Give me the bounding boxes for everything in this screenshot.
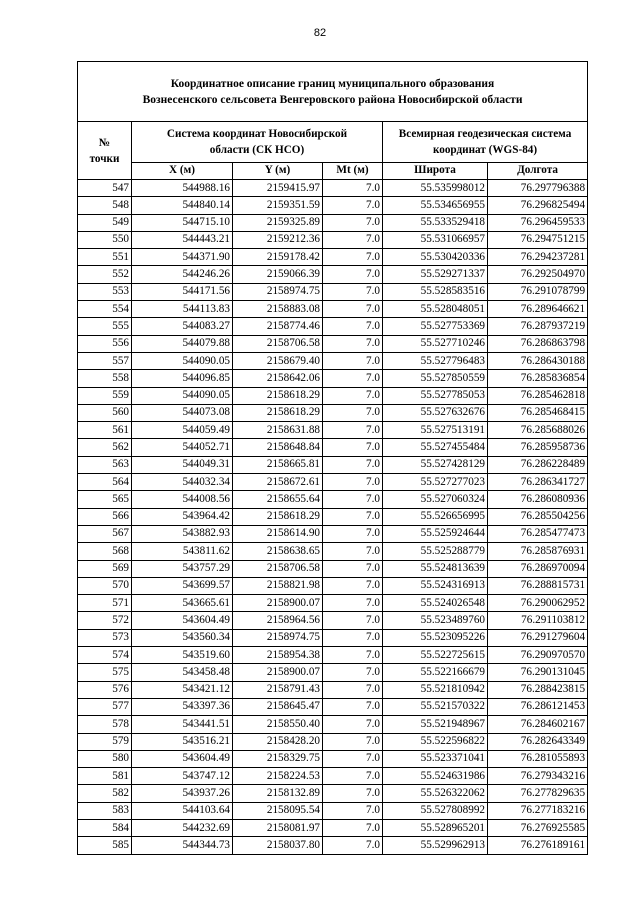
wgs-system-line-1: Всемирная геодезическая система bbox=[398, 128, 572, 140]
longitude-cell: 76.285462818 bbox=[488, 387, 588, 404]
table-row bbox=[78, 214, 588, 231]
latitude-cell: 55.521810942 bbox=[383, 681, 488, 698]
x-cell: 544052.71 bbox=[132, 439, 233, 456]
x-cell: 544090.05 bbox=[132, 352, 233, 369]
longitude-cell: 76.277829635 bbox=[488, 785, 588, 802]
table-row bbox=[78, 802, 588, 819]
mt-cell: 7.0 bbox=[323, 525, 383, 542]
latitude-cell: 55.523489760 bbox=[383, 612, 488, 629]
latitude-cell: 55.522725615 bbox=[383, 647, 488, 664]
longitude-cell: 76.286430188 bbox=[488, 352, 588, 369]
x-cell: 544096.85 bbox=[132, 370, 233, 387]
table-row bbox=[78, 439, 588, 456]
latitude-cell: 55.527808992 bbox=[383, 802, 488, 819]
point-number-cell: 547 bbox=[78, 180, 132, 197]
y-cell: 2158954.38 bbox=[233, 647, 323, 664]
longitude-cell: 76.276925585 bbox=[488, 819, 588, 836]
y-cell: 2158095.54 bbox=[233, 802, 323, 819]
y-cell: 2158614.90 bbox=[233, 525, 323, 542]
point-number-cell: 565 bbox=[78, 491, 132, 508]
longitude-cell: 76.288815731 bbox=[488, 577, 588, 594]
latitude-cell: 55.526656995 bbox=[383, 508, 488, 525]
mt-cell: 7.0 bbox=[323, 370, 383, 387]
point-number-cell: 570 bbox=[78, 577, 132, 594]
longitude-cell: 76.285477473 bbox=[488, 525, 588, 542]
longitude-cell: 76.291078799 bbox=[488, 283, 588, 300]
longitude-cell: 76.279343216 bbox=[488, 768, 588, 785]
y-cell: 2158648.84 bbox=[233, 439, 323, 456]
table-row bbox=[78, 387, 588, 404]
table-row bbox=[78, 629, 588, 646]
point-number-cell: 556 bbox=[78, 335, 132, 352]
y-cell: 2158774.46 bbox=[233, 318, 323, 335]
x-cell: 543811.62 bbox=[132, 543, 233, 560]
y-cell: 2158974.75 bbox=[233, 629, 323, 646]
latitude-cell: 55.527850559 bbox=[383, 370, 488, 387]
latitude-column-header: Широта bbox=[383, 163, 488, 180]
point-number-cell: 553 bbox=[78, 283, 132, 300]
point-number-cell: 572 bbox=[78, 612, 132, 629]
longitude-cell: 76.296825494 bbox=[488, 197, 588, 214]
nso-system-line-2: области (СК НСО) bbox=[209, 144, 305, 156]
x-cell: 543560.34 bbox=[132, 629, 233, 646]
table-row bbox=[78, 318, 588, 335]
table-row bbox=[78, 283, 588, 300]
longitude-cell: 76.291103812 bbox=[488, 612, 588, 629]
point-number-cell: 571 bbox=[78, 595, 132, 612]
y-cell: 2158900.07 bbox=[233, 595, 323, 612]
latitude-cell: 55.527785053 bbox=[383, 387, 488, 404]
y-cell: 2159178.42 bbox=[233, 249, 323, 266]
point-number-cell: 566 bbox=[78, 508, 132, 525]
mt-cell: 7.0 bbox=[323, 733, 383, 750]
point-number-cell: 567 bbox=[78, 525, 132, 542]
table-row bbox=[78, 785, 588, 802]
mt-cell: 7.0 bbox=[323, 422, 383, 439]
x-cell: 544840.14 bbox=[132, 197, 233, 214]
x-cell: 543516.21 bbox=[132, 733, 233, 750]
table-row bbox=[78, 612, 588, 629]
table-row bbox=[78, 474, 588, 491]
point-number-cell: 568 bbox=[78, 543, 132, 560]
x-cell: 543441.51 bbox=[132, 716, 233, 733]
latitude-cell: 55.527060324 bbox=[383, 491, 488, 508]
y-cell: 2158706.58 bbox=[233, 335, 323, 352]
table-row bbox=[78, 837, 588, 854]
point-number-cell: 559 bbox=[78, 387, 132, 404]
y-cell: 2158037.80 bbox=[233, 837, 323, 854]
y-cell: 2158974.75 bbox=[233, 283, 323, 300]
point-number-cell: 561 bbox=[78, 422, 132, 439]
y-cell: 2158964.56 bbox=[233, 612, 323, 629]
latitude-cell: 55.524316913 bbox=[383, 577, 488, 594]
point-number-header bbox=[78, 122, 132, 180]
x-cell: 544103.64 bbox=[132, 802, 233, 819]
mt-cell: 7.0 bbox=[323, 595, 383, 612]
x-cell: 544443.21 bbox=[132, 231, 233, 248]
y-cell: 2159415.97 bbox=[233, 180, 323, 197]
nso-system-header bbox=[132, 122, 383, 163]
longitude-cell: 76.297796388 bbox=[488, 180, 588, 197]
point-number-cell: 550 bbox=[78, 231, 132, 248]
x-cell: 543397.36 bbox=[132, 698, 233, 715]
table-row bbox=[78, 560, 588, 577]
latitude-cell: 55.530420336 bbox=[383, 249, 488, 266]
latitude-cell: 55.527513191 bbox=[383, 422, 488, 439]
x-cell: 543937.26 bbox=[132, 785, 233, 802]
longitude-cell: 76.285504256 bbox=[488, 508, 588, 525]
x-cell: 544049.31 bbox=[132, 456, 233, 473]
y-cell: 2158224.53 bbox=[233, 768, 323, 785]
latitude-cell: 55.527632676 bbox=[383, 404, 488, 421]
mt-cell: 7.0 bbox=[323, 197, 383, 214]
longitude-cell: 76.289646621 bbox=[488, 301, 588, 318]
mt-cell: 7.0 bbox=[323, 180, 383, 197]
table-row bbox=[78, 370, 588, 387]
table-row bbox=[78, 335, 588, 352]
y-cell: 2158821.98 bbox=[233, 577, 323, 594]
x-column-header: X (м) bbox=[132, 163, 233, 180]
table-row bbox=[78, 698, 588, 715]
table-row bbox=[78, 197, 588, 214]
y-cell: 2158428.20 bbox=[233, 733, 323, 750]
latitude-cell: 55.531066957 bbox=[383, 231, 488, 248]
longitude-cell: 76.276189161 bbox=[488, 837, 588, 854]
point-number-cell: 576 bbox=[78, 681, 132, 698]
latitude-cell: 55.524813639 bbox=[383, 560, 488, 577]
y-cell: 2158638.65 bbox=[233, 543, 323, 560]
y-cell: 2158618.29 bbox=[233, 404, 323, 421]
point-number-cell: 560 bbox=[78, 404, 132, 421]
mt-cell: 7.0 bbox=[323, 301, 383, 318]
point-number-cell: 564 bbox=[78, 474, 132, 491]
point-number-cell: 554 bbox=[78, 301, 132, 318]
y-cell: 2158706.58 bbox=[233, 560, 323, 577]
mt-cell: 7.0 bbox=[323, 404, 383, 421]
point-number-cell: 578 bbox=[78, 716, 132, 733]
x-cell: 543604.49 bbox=[132, 612, 233, 629]
latitude-cell: 55.529962913 bbox=[383, 837, 488, 854]
x-cell: 544008.56 bbox=[132, 491, 233, 508]
longitude-cell: 76.285468415 bbox=[488, 404, 588, 421]
x-cell: 543747.12 bbox=[132, 768, 233, 785]
latitude-cell: 55.528048051 bbox=[383, 301, 488, 318]
x-cell: 543519.60 bbox=[132, 647, 233, 664]
table-row bbox=[78, 249, 588, 266]
wgs-system-line-2: координат (WGS-84) bbox=[432, 144, 538, 156]
longitude-cell: 76.294751215 bbox=[488, 231, 588, 248]
mt-cell: 7.0 bbox=[323, 612, 383, 629]
longitude-column-header: Долгота bbox=[488, 163, 588, 180]
longitude-cell: 76.286121453 bbox=[488, 698, 588, 715]
latitude-cell: 55.533529418 bbox=[383, 214, 488, 231]
table-row bbox=[78, 595, 588, 612]
table-row bbox=[78, 543, 588, 560]
x-cell: 543699.57 bbox=[132, 577, 233, 594]
table-row bbox=[78, 577, 588, 594]
wgs-system-header bbox=[383, 122, 588, 163]
point-number-word: точки bbox=[89, 152, 120, 165]
mt-cell: 7.0 bbox=[323, 768, 383, 785]
longitude-cell: 76.290062952 bbox=[488, 595, 588, 612]
x-cell: 544232.69 bbox=[132, 819, 233, 836]
latitude-cell: 55.521570322 bbox=[383, 698, 488, 715]
point-number-cell: 575 bbox=[78, 664, 132, 681]
point-number-cell: 579 bbox=[78, 733, 132, 750]
point-number-cell: 562 bbox=[78, 439, 132, 456]
y-cell: 2159066.39 bbox=[233, 266, 323, 283]
table-row bbox=[78, 647, 588, 664]
mt-cell: 7.0 bbox=[323, 318, 383, 335]
point-number-cell: 558 bbox=[78, 370, 132, 387]
x-cell: 544371.90 bbox=[132, 249, 233, 266]
y-cell: 2158791.43 bbox=[233, 681, 323, 698]
table-row bbox=[78, 456, 588, 473]
mt-column-header: Mt (м) bbox=[323, 163, 383, 180]
x-cell: 544073.08 bbox=[132, 404, 233, 421]
longitude-cell: 76.286228489 bbox=[488, 456, 588, 473]
latitude-cell: 55.523095226 bbox=[383, 629, 488, 646]
mt-cell: 7.0 bbox=[323, 335, 383, 352]
mt-cell: 7.0 bbox=[323, 474, 383, 491]
point-number-cell: 557 bbox=[78, 352, 132, 369]
y-cell: 2158679.40 bbox=[233, 352, 323, 369]
longitude-cell: 76.288423815 bbox=[488, 681, 588, 698]
latitude-cell: 55.527455484 bbox=[383, 439, 488, 456]
page-number: 82 bbox=[313, 27, 327, 39]
longitude-cell: 76.294237281 bbox=[488, 249, 588, 266]
longitude-cell: 76.292504970 bbox=[488, 266, 588, 283]
point-number-cell: 581 bbox=[78, 768, 132, 785]
point-number-cell: 549 bbox=[78, 214, 132, 231]
y-cell: 2158900.07 bbox=[233, 664, 323, 681]
point-number-cell: 563 bbox=[78, 456, 132, 473]
point-number-cell: 555 bbox=[78, 318, 132, 335]
x-cell: 544344.73 bbox=[132, 837, 233, 854]
longitude-cell: 76.286970094 bbox=[488, 560, 588, 577]
point-number-cell: 551 bbox=[78, 249, 132, 266]
mt-cell: 7.0 bbox=[323, 785, 383, 802]
point-number-cell: 548 bbox=[78, 197, 132, 214]
mt-cell: 7.0 bbox=[323, 352, 383, 369]
longitude-cell: 76.285958736 bbox=[488, 439, 588, 456]
nso-system-line-1: Система координат Новосибирской bbox=[166, 128, 348, 140]
mt-cell: 7.0 bbox=[323, 249, 383, 266]
y-cell: 2158642.06 bbox=[233, 370, 323, 387]
latitude-cell: 55.528583516 bbox=[383, 283, 488, 300]
x-cell: 543421.12 bbox=[132, 681, 233, 698]
y-cell: 2158618.29 bbox=[233, 387, 323, 404]
table-row bbox=[78, 508, 588, 525]
table-row bbox=[78, 180, 588, 197]
y-cell: 2158655.64 bbox=[233, 491, 323, 508]
latitude-cell: 55.527796483 bbox=[383, 352, 488, 369]
mt-cell: 7.0 bbox=[323, 456, 383, 473]
mt-cell: 7.0 bbox=[323, 802, 383, 819]
x-cell: 544988.16 bbox=[132, 180, 233, 197]
longitude-cell: 76.282643349 bbox=[488, 733, 588, 750]
mt-cell: 7.0 bbox=[323, 577, 383, 594]
y-cell: 2158132.89 bbox=[233, 785, 323, 802]
x-cell: 544090.05 bbox=[132, 387, 233, 404]
longitude-cell: 76.277183216 bbox=[488, 802, 588, 819]
x-cell: 543604.49 bbox=[132, 750, 233, 767]
longitude-cell: 76.284602167 bbox=[488, 716, 588, 733]
y-cell: 2158883.08 bbox=[233, 301, 323, 318]
table-title-line-2: Вознесенского сельсовета Венгеровского района Новосибирской области bbox=[142, 93, 523, 106]
longitude-cell: 76.286863798 bbox=[488, 335, 588, 352]
y-cell: 2158618.29 bbox=[233, 508, 323, 525]
longitude-cell: 76.286341727 bbox=[488, 474, 588, 491]
point-number-cell: 574 bbox=[78, 647, 132, 664]
x-cell: 543665.61 bbox=[132, 595, 233, 612]
longitude-cell: 76.285688026 bbox=[488, 422, 588, 439]
mt-cell: 7.0 bbox=[323, 560, 383, 577]
table-row bbox=[78, 404, 588, 421]
x-cell: 544171.56 bbox=[132, 283, 233, 300]
latitude-cell: 55.525288779 bbox=[383, 543, 488, 560]
mt-cell: 7.0 bbox=[323, 750, 383, 767]
table-row bbox=[78, 716, 588, 733]
point-number-symbol: № bbox=[98, 136, 111, 149]
mt-cell: 7.0 bbox=[323, 837, 383, 854]
mt-cell: 7.0 bbox=[323, 231, 383, 248]
mt-cell: 7.0 bbox=[323, 681, 383, 698]
y-cell: 2159212.36 bbox=[233, 231, 323, 248]
x-cell: 544079.88 bbox=[132, 335, 233, 352]
y-cell: 2158665.81 bbox=[233, 456, 323, 473]
table-row bbox=[78, 525, 588, 542]
x-cell: 543757.29 bbox=[132, 560, 233, 577]
table-row bbox=[78, 422, 588, 439]
longitude-cell: 76.296459533 bbox=[488, 214, 588, 231]
table-row bbox=[78, 681, 588, 698]
y-cell: 2158329.75 bbox=[233, 750, 323, 767]
latitude-cell: 55.524631986 bbox=[383, 768, 488, 785]
table-row bbox=[78, 352, 588, 369]
mt-cell: 7.0 bbox=[323, 214, 383, 231]
table-title bbox=[78, 62, 588, 122]
longitude-cell: 76.285836854 bbox=[488, 370, 588, 387]
latitude-cell: 55.523371041 bbox=[383, 750, 488, 767]
x-cell: 544715.10 bbox=[132, 214, 233, 231]
point-number-cell: 583 bbox=[78, 802, 132, 819]
point-number-cell: 580 bbox=[78, 750, 132, 767]
point-number-cell: 569 bbox=[78, 560, 132, 577]
point-number-cell: 577 bbox=[78, 698, 132, 715]
y-column-header: Y (м) bbox=[233, 163, 323, 180]
longitude-cell: 76.285876931 bbox=[488, 543, 588, 560]
coordinates-table bbox=[77, 61, 588, 855]
mt-cell: 7.0 bbox=[323, 266, 383, 283]
table-row bbox=[78, 491, 588, 508]
mt-cell: 7.0 bbox=[323, 283, 383, 300]
mt-cell: 7.0 bbox=[323, 508, 383, 525]
mt-cell: 7.0 bbox=[323, 647, 383, 664]
longitude-cell: 76.291279604 bbox=[488, 629, 588, 646]
mt-cell: 7.0 bbox=[323, 664, 383, 681]
mt-cell: 7.0 bbox=[323, 629, 383, 646]
table-row bbox=[78, 664, 588, 681]
table-title-line-1: Координатное описание границ муниципального образования bbox=[170, 77, 495, 90]
mt-cell: 7.0 bbox=[323, 716, 383, 733]
table-row bbox=[78, 768, 588, 785]
latitude-cell: 55.524026548 bbox=[383, 595, 488, 612]
y-cell: 2158631.88 bbox=[233, 422, 323, 439]
longitude-cell: 76.290970570 bbox=[488, 647, 588, 664]
y-cell: 2158550.40 bbox=[233, 716, 323, 733]
table-row bbox=[78, 301, 588, 318]
latitude-cell: 55.527277023 bbox=[383, 474, 488, 491]
latitude-cell: 55.525924644 bbox=[383, 525, 488, 542]
longitude-cell: 76.281055893 bbox=[488, 750, 588, 767]
point-number-cell: 582 bbox=[78, 785, 132, 802]
mt-cell: 7.0 bbox=[323, 698, 383, 715]
mt-cell: 7.0 bbox=[323, 491, 383, 508]
point-number-cell: 585 bbox=[78, 837, 132, 854]
latitude-cell: 55.535998012 bbox=[383, 180, 488, 197]
latitude-cell: 55.527428129 bbox=[383, 456, 488, 473]
latitude-cell: 55.527710246 bbox=[383, 335, 488, 352]
latitude-cell: 55.521948967 bbox=[383, 716, 488, 733]
mt-cell: 7.0 bbox=[323, 387, 383, 404]
y-cell: 2159351.59 bbox=[233, 197, 323, 214]
longitude-cell: 76.290131045 bbox=[488, 664, 588, 681]
table-row bbox=[78, 733, 588, 750]
x-cell: 544032.34 bbox=[132, 474, 233, 491]
x-cell: 544083.27 bbox=[132, 318, 233, 335]
y-cell: 2158645.47 bbox=[233, 698, 323, 715]
latitude-cell: 55.522166679 bbox=[383, 664, 488, 681]
point-number-cell: 584 bbox=[78, 819, 132, 836]
y-cell: 2158081.97 bbox=[233, 819, 323, 836]
table-row bbox=[78, 266, 588, 283]
latitude-cell: 55.527753369 bbox=[383, 318, 488, 335]
latitude-cell: 55.528965201 bbox=[383, 819, 488, 836]
x-cell: 544113.83 bbox=[132, 301, 233, 318]
mt-cell: 7.0 bbox=[323, 543, 383, 560]
x-cell: 544246.26 bbox=[132, 266, 233, 283]
point-number-cell: 573 bbox=[78, 629, 132, 646]
longitude-cell: 76.286080936 bbox=[488, 491, 588, 508]
latitude-cell: 55.526322062 bbox=[383, 785, 488, 802]
latitude-cell: 55.529271337 bbox=[383, 266, 488, 283]
x-cell: 544059.49 bbox=[132, 422, 233, 439]
y-cell: 2159325.89 bbox=[233, 214, 323, 231]
latitude-cell: 55.534656955 bbox=[383, 197, 488, 214]
x-cell: 543458.48 bbox=[132, 664, 233, 681]
table-row bbox=[78, 750, 588, 767]
table-row bbox=[78, 819, 588, 836]
point-number-cell: 552 bbox=[78, 266, 132, 283]
y-cell: 2158672.61 bbox=[233, 474, 323, 491]
mt-cell: 7.0 bbox=[323, 439, 383, 456]
longitude-cell: 76.287937219 bbox=[488, 318, 588, 335]
x-cell: 543882.93 bbox=[132, 525, 233, 542]
table-row bbox=[78, 231, 588, 248]
table-body bbox=[78, 180, 588, 855]
x-cell: 543964.42 bbox=[132, 508, 233, 525]
latitude-cell: 55.522596822 bbox=[383, 733, 488, 750]
mt-cell: 7.0 bbox=[323, 819, 383, 836]
